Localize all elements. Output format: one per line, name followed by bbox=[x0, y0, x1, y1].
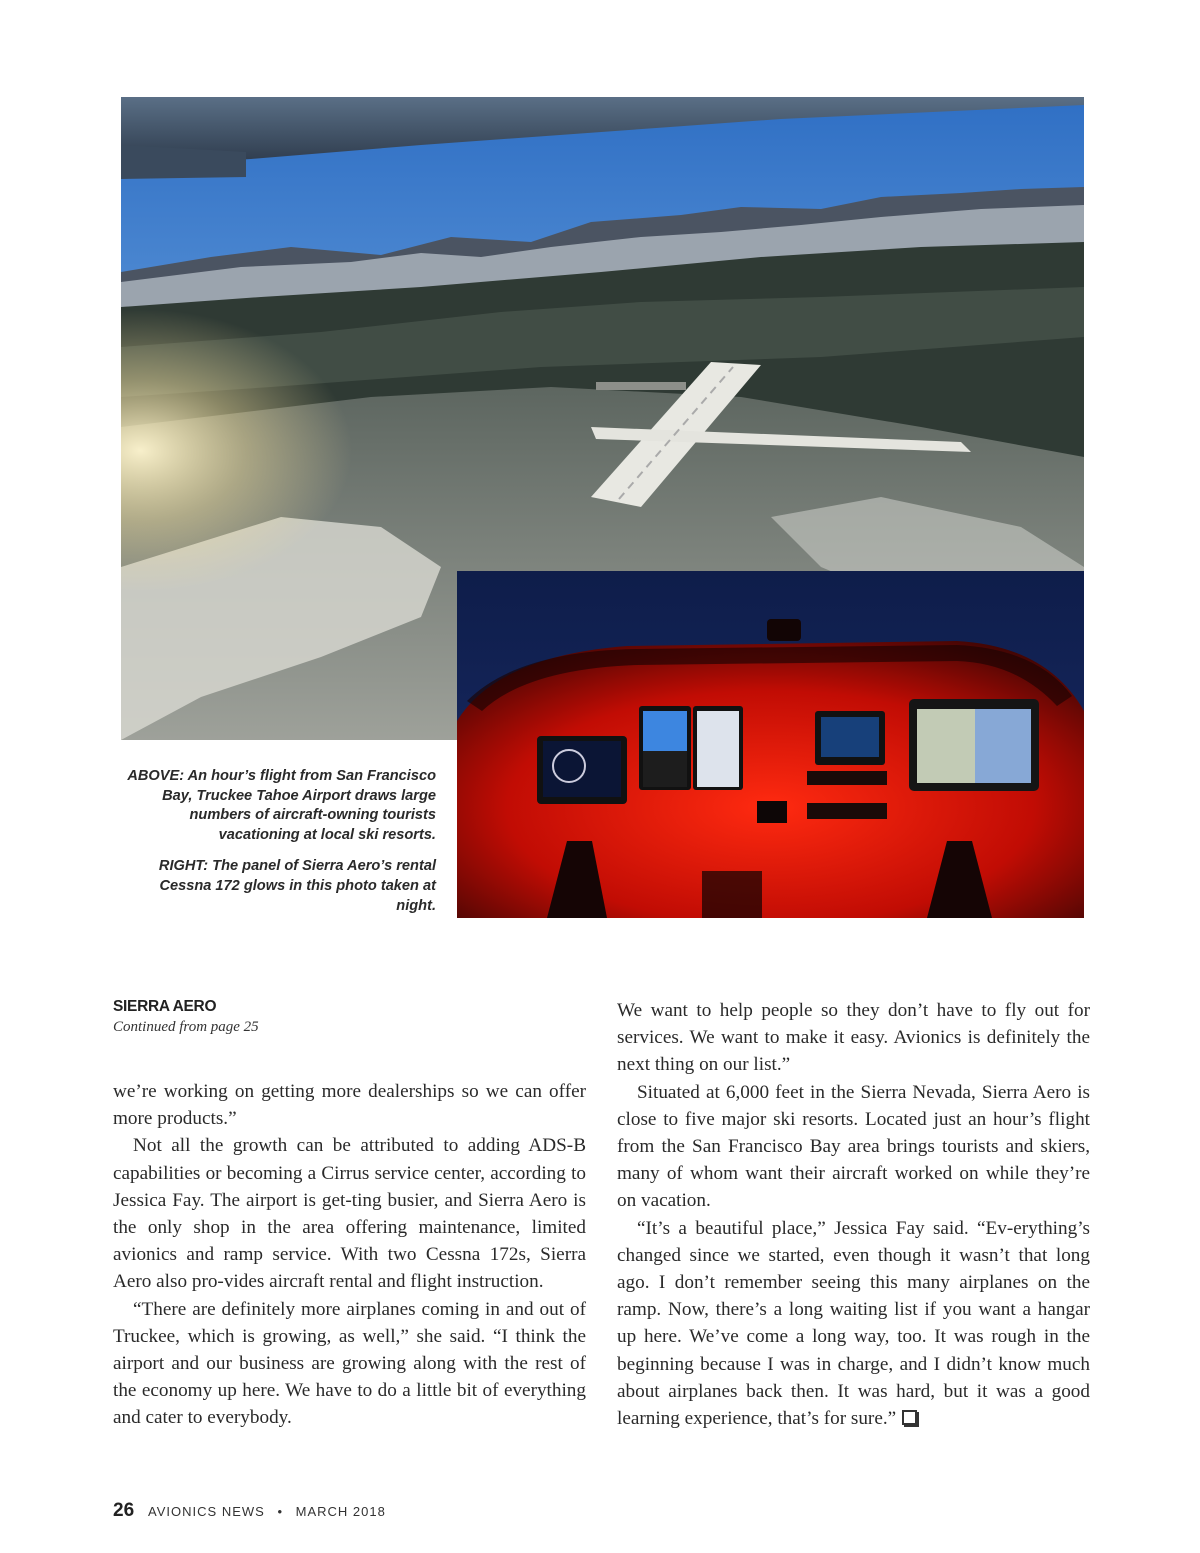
article-column-left bbox=[113, 1078, 586, 1432]
page-number: 26 bbox=[113, 1500, 135, 1521]
caption-right: RIGHT: The panel of Sierra Aero’s rental Cessna 172 glows in this photo taken at night. bbox=[158, 858, 436, 914]
cockpit-panel-photo bbox=[457, 571, 1084, 918]
article-column-right bbox=[617, 997, 1090, 1432]
footer-separator: • bbox=[277, 1504, 284, 1519]
issue-date: MARCH 2018 bbox=[295, 1504, 386, 1519]
end-of-article-icon bbox=[902, 1410, 917, 1425]
photo-captions bbox=[118, 767, 436, 928]
paragraph: “There are definitely more airplanes coming in and out of Truckee, which is growing, as well,” she said. “I think the airport and our business are growing along with the rest of the economy up here. We have to do a little bit of everything and cater to everybody. bbox=[113, 1298, 586, 1429]
paragraph: we’re working on getting more dealerships so we can offer more products.” bbox=[113, 1081, 586, 1130]
continued-from-note: Continued from page 25 bbox=[113, 1019, 259, 1035]
article-kicker: SIERRA AERO bbox=[113, 998, 217, 1015]
paragraph-text: “It’s a beautiful place,” Jessica Fay said. “Ev-erything’s changed since we started, even though it wasn’t that long ago. I don’t remember seeing this many airplanes on the ramp. Now, there’s a long waiting list if you want a hangar up here. We’ve come a long way, too. It was rough in the beginning because I was in charge, and I didn’t know much about airplanes back then. It was hard, but it was a good learning experience, that’s for sure.” bbox=[617, 1217, 1090, 1430]
paragraph: Not all the growth can be attributed to adding ADS-B capabilities or becoming a Cirrus service center, according to Jessica Fay. The airport is get-ting busier, and Sierra Aero is the only shop in the area offering maintenance, limited avionics and ramp service. With two Cessna 172s, Sierra Aero also pro-vides aircraft rental and flight instruction. bbox=[113, 1135, 586, 1293]
publication-name: AVIONICS NEWS bbox=[148, 1504, 265, 1519]
page-footer bbox=[113, 1500, 386, 1522]
paragraph-last bbox=[617, 1215, 1090, 1433]
paragraph: We want to help people so they don’t have to fly out for services. We want to make it easy. Avionics is definitely the next thing on our list.” bbox=[617, 1000, 1090, 1076]
caption-above: ABOVE: An hour’s flight from San Francisco Bay, Truckee Tahoe Airport draws large numbers of aircraft-owning tourists vacationing at local ski resorts. bbox=[127, 768, 436, 843]
paragraph: Situated at 6,000 feet in the Sierra Nevada, Sierra Aero is close to five major ski resorts. Located just an hour’s flight from the San Francisco Bay area brings tourists and skiers, many of whom want their aircraft worked on while they’re on vacation. bbox=[617, 1081, 1090, 1212]
